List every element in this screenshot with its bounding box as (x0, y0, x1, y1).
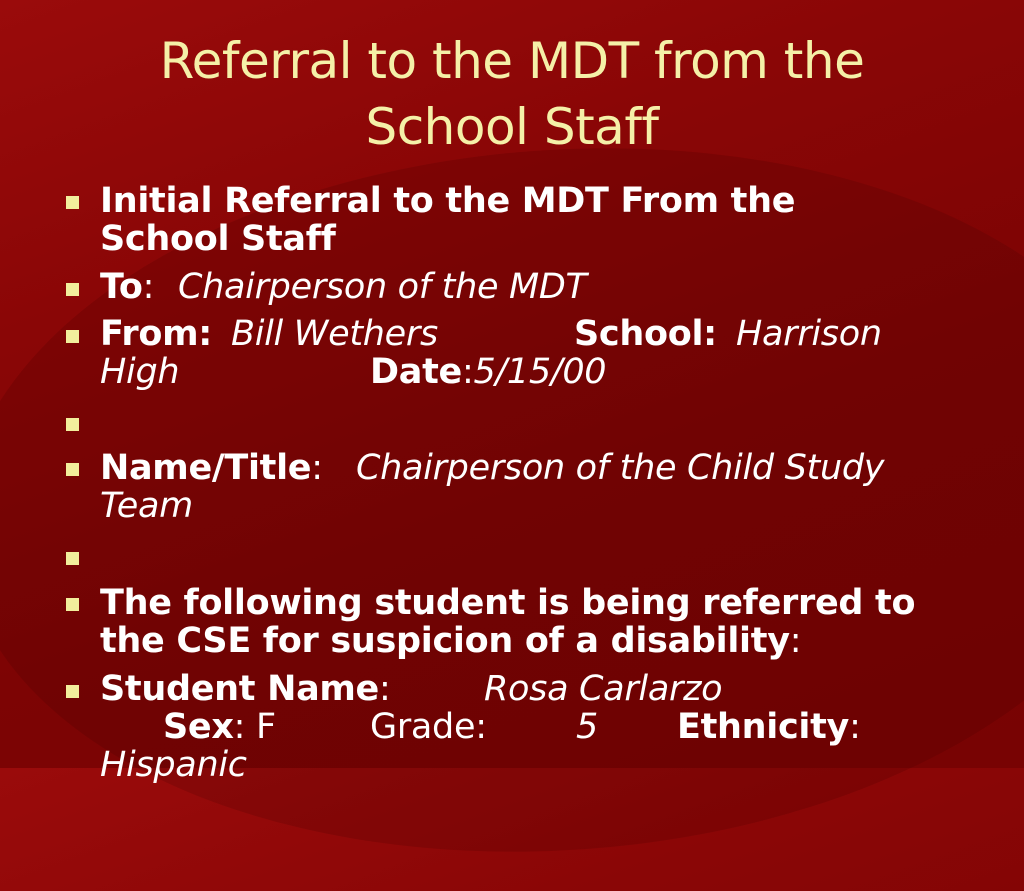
school-value-line2: High (100, 352, 180, 392)
title-line-2: School Staff (365, 98, 659, 156)
following-separator: : (789, 621, 802, 661)
date-separator: : (461, 352, 474, 392)
bullet-marker-icon (66, 283, 79, 296)
student-name-value: Rosa Carlarzo (484, 669, 723, 709)
to-value: Chairperson of the MDT (178, 267, 587, 307)
ethnicity-label: Ethnicity (677, 707, 850, 747)
grade-label: Grade: (370, 707, 487, 747)
student-name-separator: : (379, 669, 391, 709)
to-separator: : (142, 267, 155, 307)
name-title-value-line1: Chairperson of the Child Study (356, 448, 885, 488)
following-line1: The following student is being referred to (100, 583, 916, 623)
bullet-marker-icon (66, 196, 79, 209)
to-label: To (100, 267, 143, 307)
name-title-label: Name/Title (100, 448, 312, 488)
sex-label: Sex (163, 707, 234, 747)
school-label: School: (574, 314, 717, 354)
bullet-marker-icon (66, 552, 79, 565)
sex-value: : F (233, 707, 276, 747)
student-name-label: Student Name (100, 669, 379, 709)
ethnicity-value: Hispanic (100, 745, 247, 785)
initial-referral-line1: Initial Referral to the MDT From the (100, 181, 796, 221)
following-line2: the CSE for suspicion of a disability (100, 621, 790, 661)
date-value: 5/15/00 (473, 352, 607, 392)
title-line-1: Referral to the MDT from the (159, 32, 865, 90)
bullet-marker-icon (66, 685, 79, 698)
bullet-marker-icon (66, 330, 79, 343)
from-value: Bill Wethers (231, 314, 438, 354)
ethnicity-separator: : (849, 707, 861, 747)
from-label: From: (100, 314, 212, 354)
bullet-marker-icon (66, 463, 79, 476)
grade-value: 5 (576, 707, 598, 747)
bullet-marker-icon (66, 418, 79, 431)
bullet-marker-icon (66, 598, 79, 611)
initial-referral-line2: School Staff (100, 219, 336, 259)
name-title-value-line2: Team (100, 486, 193, 526)
school-value-line1: Harrison (736, 314, 882, 354)
name-title-separator: : (311, 448, 323, 488)
date-label: Date (370, 352, 462, 392)
